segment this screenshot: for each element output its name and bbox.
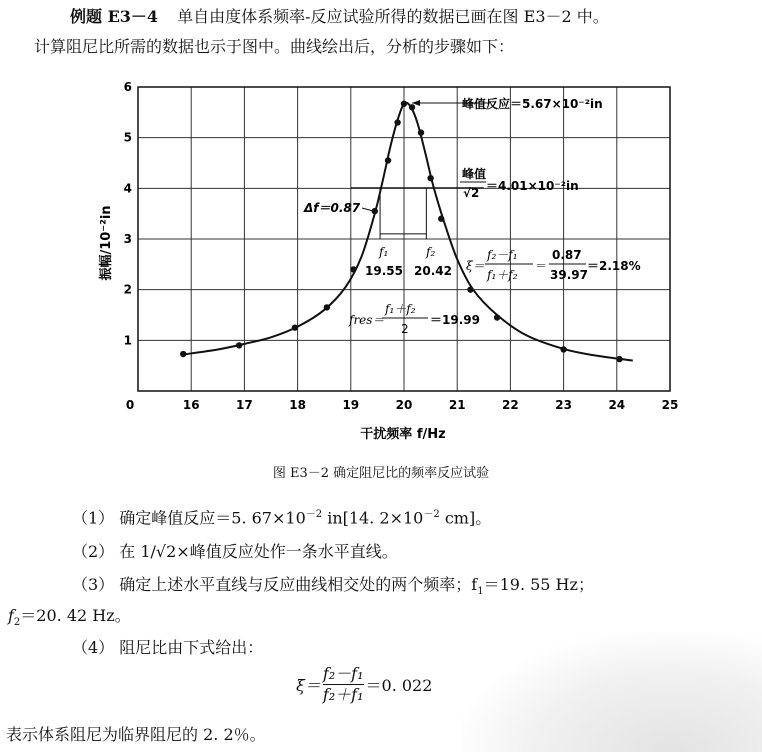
chart-tick-labels xyxy=(124,80,679,412)
xi-denominator-1: f₁＋f₂ xyxy=(487,268,518,282)
step-4: （4） 阻尼比由下式给出： xyxy=(72,638,264,657)
chart-grid xyxy=(138,87,670,391)
x-tick-label: 24 xyxy=(608,398,626,412)
f1-value: 19.55 xyxy=(365,264,403,278)
step-1-exp-1: －2 xyxy=(305,509,323,520)
y-axis-label: 振幅/10⁻²in xyxy=(99,205,114,281)
fres-numerator: f₁＋f₂ xyxy=(385,302,416,316)
step-1-text-a: （1） 确定峰值反应＝5. 67×10 xyxy=(72,508,306,528)
step-1-text-b: in[14. 2×10 xyxy=(322,508,424,528)
xi-result: ＝2.18% xyxy=(587,259,641,273)
svg-text:＝: ＝ xyxy=(535,259,548,273)
step-3-continued xyxy=(8,603,131,628)
watermark xyxy=(462,632,762,752)
fres-result: ＝19.99 xyxy=(430,313,480,327)
data-point xyxy=(467,286,473,292)
x-tick-label: 23 xyxy=(555,398,572,412)
x-tick-label: 22 xyxy=(502,398,519,412)
step-3-text-b: ＝19. 55 Hz； xyxy=(483,575,594,594)
x-axis-label: 干扰频率 f/Hz xyxy=(360,427,446,442)
data-point xyxy=(292,324,298,330)
step-1-exp-2: －2 xyxy=(423,509,440,520)
xi-numerator-2: 0.87 xyxy=(552,248,582,262)
f2-value: 20.42 xyxy=(414,264,452,278)
y-tick-label: 4 xyxy=(123,181,132,196)
delta-f-label: Δf＝0.87 xyxy=(304,201,361,215)
intro-line-2: 计算阻尼比所需的数据也示于图中。曲线绘出后，分析的步骤如下： xyxy=(34,37,515,56)
data-point xyxy=(409,104,415,110)
f1-label: f₁ xyxy=(379,245,389,259)
step-2: （2） 在 1/√2×峰值反应处作一条水平直线。 xyxy=(72,542,398,561)
step-3c-f: f xyxy=(8,606,14,625)
x-tick-label: 19 xyxy=(342,398,360,412)
xi-lhs: ξ＝ xyxy=(466,259,485,273)
data-point xyxy=(236,342,242,348)
y-tick-label: 5 xyxy=(123,130,132,145)
x-tick-label: 25 xyxy=(661,398,679,412)
x-tick-label: 18 xyxy=(289,398,306,412)
step-3-sub-1: 1 xyxy=(477,586,484,598)
step-3c-sub: 2 xyxy=(13,617,21,629)
xi-denominator-2: 39.97 xyxy=(550,268,588,282)
data-point xyxy=(401,101,407,107)
y-tick-label: 2 xyxy=(123,282,132,297)
half-power-label: 峰值 xyxy=(462,167,487,181)
data-point xyxy=(560,346,566,352)
data-point xyxy=(616,356,622,362)
peak-annotation: 峰值反应＝5.67×10⁻²in xyxy=(462,97,603,111)
half-power-denominator: √2 xyxy=(463,186,480,200)
step-3-text-a: （3） 确定上述水平直线与反应曲线相交处的两个频率；f xyxy=(72,575,478,594)
data-point xyxy=(418,129,424,135)
equation-fraction xyxy=(323,664,364,705)
figure-caption: 图 E3－2 确定阻尼比的频率反应试验 xyxy=(272,466,490,481)
half-power-value: ＝4.01×10⁻²in xyxy=(486,179,579,193)
data-point xyxy=(385,157,391,163)
y-tick-label: 6 xyxy=(123,80,132,94)
y-tick-label: 3 xyxy=(123,232,132,246)
example-label: 例题 E3－4 xyxy=(70,7,159,26)
conclusion: 表示体系阻尼为临界阻尼的 2. 2％。 xyxy=(6,725,266,744)
x-tick-label: 21 xyxy=(448,398,466,412)
xi-numerator-1: f₂－f₁ xyxy=(487,248,518,262)
x-tick-label: 20 xyxy=(395,398,413,412)
equation-numerator: f₂－f₁ xyxy=(322,664,364,683)
data-point xyxy=(494,314,500,320)
x-tick-label: 17 xyxy=(236,398,253,412)
data-point xyxy=(324,304,330,310)
damping-equation xyxy=(296,664,432,714)
data-point xyxy=(438,216,444,222)
data-point xyxy=(180,351,186,357)
f2-label: f₂ xyxy=(426,245,436,259)
x-tick-label: 16 xyxy=(182,398,200,412)
equation-lhs: ξ＝ xyxy=(296,676,321,695)
y-tick-label: 1 xyxy=(123,333,132,348)
fres-denominator: 2 xyxy=(401,322,409,336)
step-1-text-c: cm]。 xyxy=(439,508,492,528)
step-1 xyxy=(72,505,491,528)
step-3 xyxy=(72,572,594,597)
step-3c-text: ＝20. 42 Hz。 xyxy=(20,606,131,625)
data-point xyxy=(394,119,400,125)
data-point xyxy=(350,266,356,272)
fres-lhs: fres＝ xyxy=(349,313,385,327)
equation-denominator: f₂＋f₁ xyxy=(322,685,364,704)
x-tick-label: 0 xyxy=(125,398,135,412)
data-point xyxy=(427,175,433,181)
equation-rhs: ＝0. 022 xyxy=(365,676,433,695)
intro-text-1: 单自由度体系频率-反应试验所得的数据已画在图 E3－2 中。 xyxy=(177,7,609,26)
